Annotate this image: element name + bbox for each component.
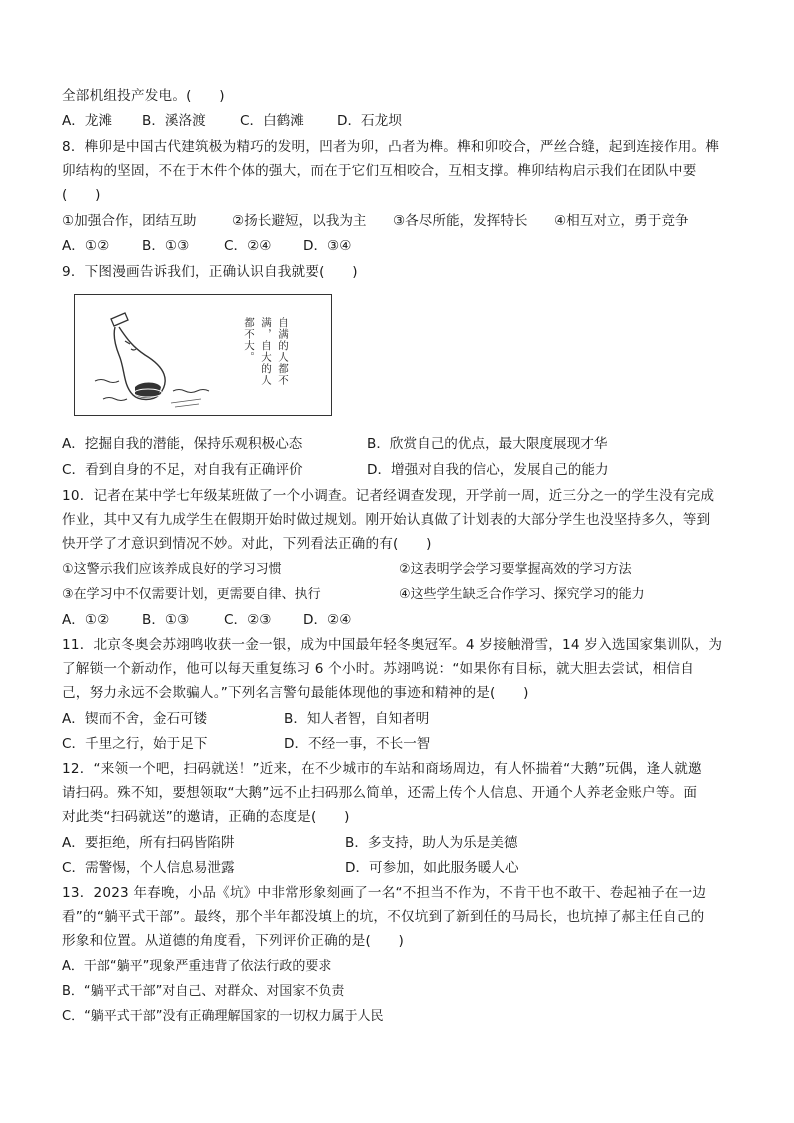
q10-item-2: ②这表明学会学习要掌握高效的学习方法 <box>399 562 632 577</box>
q12-option-a: A．要拒绝，所有扫码皆陷阱 <box>62 835 235 851</box>
q8-item-2: ②扬长避短，以我为主 <box>232 213 367 229</box>
q11-option-a: A．锲而不舍，金石可镂 <box>62 711 208 727</box>
q7-option-c: C．白鹤滩 <box>240 113 304 129</box>
q12-stem-line-1: 12．“来领一个吧，扫码就送！”近来，在不少城市的车站和商场周边，有人怀揣着“大鹅”玩偶，逢人就邀 <box>62 761 702 777</box>
q10-item-3: ③在学习中不仅需要计划，更需要自律、执行 <box>62 587 321 602</box>
q8-option-d: D．③④ <box>303 238 352 254</box>
q11-option-c: C．千里之行，始于足下 <box>62 736 208 752</box>
q7-option-a: A．龙滩 <box>62 113 113 129</box>
q10-stem-line-1: 10．记者在某中学七年级某班做了一个小调查。记者经调查发现，开学前一周，近三分之一的学生没有完成 <box>62 488 715 504</box>
q11-option-b: B．知人者智，自知者明 <box>284 711 430 727</box>
q10-option-a: A．①② <box>62 612 110 628</box>
q13-stem-line-2: 看”的“躺平式干部”。最终，那个半年都没填上的坑，不仅坑到了新到任的马局长，也坑掉了郝主任自己的 <box>62 909 705 925</box>
q9-option-a: A．挖掘自我的潜能，保持乐观积极心态 <box>62 436 303 452</box>
q8-stem-line-3: ( ) <box>62 187 101 203</box>
q7-option-b: B．溪洛渡 <box>142 113 206 129</box>
q10-stem-line-2: 作业，其中又有九成学生在假期开始时做过规划。刚开始认真做了计划表的大部分学生也没坚持多久，等到 <box>62 512 711 528</box>
q13-option-b: B．“躺平式干部”对自己、对群众、对国家不负责 <box>62 984 345 999</box>
q13-option-a: A．干部“躺平”现象严重违背了依法行政的要求 <box>62 959 332 974</box>
q9-stem-line-1: 9．下图漫画告诉我们，正确认识自我就要( ) <box>62 264 358 280</box>
cartoon-figure <box>74 294 332 416</box>
q8-option-b: B．①③ <box>142 238 190 254</box>
cartoon-bottle-illustration <box>75 295 330 414</box>
q8-item-3: ③各尽所能，发挥特长 <box>393 213 528 229</box>
q10-item-1: ①这警示我们应该养成良好的学习习惯 <box>62 562 282 577</box>
q12-option-b: B．多支持，助人为乐是美德 <box>345 835 518 851</box>
q13-stem-line-3: 形象和位置。从道德的角度看，下列评价正确的是( ) <box>62 933 405 949</box>
q10-option-b: B．①③ <box>142 612 190 628</box>
q12-option-c: C．需警惕，个人信息易泄露 <box>62 860 235 876</box>
q8-item-4: ④相互对立，勇于竞争 <box>554 213 689 229</box>
q9-option-c: C．看到自身的不足，对自我有正确评价 <box>62 462 303 478</box>
q7-option-d: D．石龙坝 <box>337 113 402 129</box>
q8-stem-line-2: 卯结构的坚固，不在于木件个体的强大，而在于它们互相咬合，互相支撑。榫卯结构启示我们在团队中要 <box>62 163 697 179</box>
q8-item-1: ①加强合作，团结互助 <box>62 213 197 229</box>
q13-option-c: C．“躺平式干部”没有正确理解国家的一切权力属于人民 <box>62 1009 384 1024</box>
q11-stem-line-3: 己，努力永远不会欺骗人。”下列名言警句最能体现他的事迹和精神的是( ) <box>62 685 529 701</box>
cartoon-caption: 自满的人都不满，自大的人都不大。 <box>243 317 289 386</box>
q8-option-a: A．①② <box>62 238 110 254</box>
q10-item-4: ④这些学生缺乏合作学习、探究学习的能力 <box>399 587 645 602</box>
q10-stem-line-3: 快开学了才意识到情况不妙。对此，下列看法正确的有( ) <box>62 536 432 552</box>
q12-stem-line-2: 请扫码。殊不知，要想领取“大鹅”远不止扫码那么简单，还需上传个人信息、开通个人养老金账户等。面 <box>62 785 698 801</box>
q11-stem-line-1: 11．北京冬奥会苏翊鸣收获一金一银，成为中国最年轻冬奥冠军。4 岁接触滑雪，14 岁入选国家集训队，为 <box>62 637 723 653</box>
q9-option-d: D．增强对自我的信心，发展自己的能力 <box>367 462 609 478</box>
q7-stem-continuation: 全部机组投产发电。( ) <box>62 88 225 104</box>
q11-option-d: D．不经一事，不长一智 <box>284 736 431 752</box>
q8-stem-line-1: 8．榫卯是中国古代建筑极为精巧的发明，凹者为卯，凸者为榫。榫和卯咬合，严丝合缝，起到连接作用。榫 <box>62 139 720 155</box>
q9-option-b: B．欣赏自己的优点，最大限度展现才华 <box>367 436 608 452</box>
q11-stem-line-2: 了解锁一个新动作，他可以每天重复练习 6 个小时。苏翊鸣说：“如果你有目标，就大胆去尝试，相信自 <box>62 661 695 677</box>
q12-option-d: D．可参加，如此服务暖人心 <box>345 860 519 876</box>
q13-stem-line-1: 13．2023 年春晚，小品《坑》中非常形象刻画了一名“不担当不作为，不肯干也不敢干、卷起袖子在一边 <box>62 885 707 901</box>
q10-option-c: C．②③ <box>224 612 272 628</box>
q10-option-d: D．②④ <box>303 612 352 628</box>
q8-option-c: C．②④ <box>224 238 272 254</box>
q12-stem-line-3: 对此类“扫码就送”的邀请，正确的态度是( ) <box>62 809 350 825</box>
